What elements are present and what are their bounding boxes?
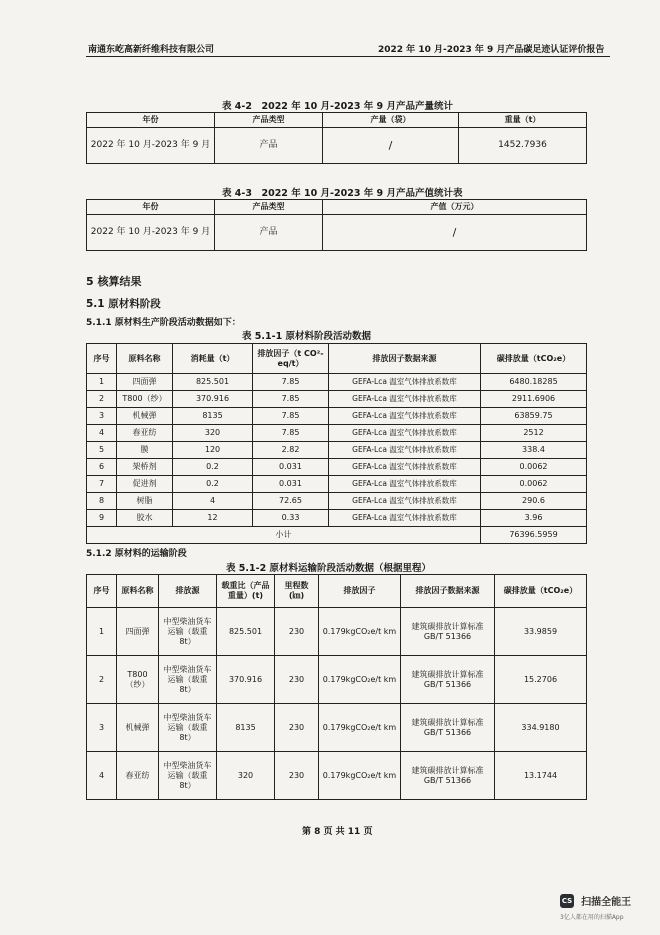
table-cell: 7.85	[253, 425, 329, 442]
table-cell: 3.96	[481, 510, 587, 527]
table-header-cell: 载重比（产品重量）(t)	[217, 575, 275, 608]
table-cell: 2	[87, 391, 117, 408]
table-cell: GEFA-Lca 温室气体排放系数库	[329, 442, 481, 459]
table-cell: 230	[275, 608, 319, 656]
table-cell: 825.501	[217, 608, 275, 656]
page-footer: 第 8 页 共 11 页	[302, 827, 373, 837]
table-cell: 12	[173, 510, 253, 527]
table-header-cell: 碳排放量（tCO₂e）	[495, 575, 587, 608]
table-header-cell: 排放因子数据来源	[401, 575, 495, 608]
table-row	[87, 476, 587, 493]
section-5-heading: 5 核算结果	[86, 275, 142, 288]
section-5-1-2-heading: 5.1.2 原材料的运输阶段	[86, 549, 187, 559]
table-cell: 370.916	[173, 391, 253, 408]
table-5-1-2	[86, 574, 587, 800]
table-header-cell: 消耗量（t）	[173, 344, 253, 374]
table-header-cell: 排放因子	[319, 575, 401, 608]
table-cell: 产品	[215, 215, 323, 251]
table-cell: 9	[87, 510, 117, 527]
table-cell: 3	[87, 704, 117, 752]
table-cell: /	[323, 215, 587, 251]
table-cell: 0.179kgCO₂e/t km	[319, 608, 401, 656]
table-cell: 四面弹	[117, 374, 173, 391]
table-cell: 63859.75	[481, 408, 587, 425]
table-cell: 72.65	[253, 493, 329, 510]
table-cell: 320	[217, 752, 275, 800]
table-cell: 2022 年 10 月-2023 年 9 月	[87, 215, 215, 251]
table-cell: 0.031	[253, 476, 329, 493]
table-cell: 3	[87, 408, 117, 425]
table-cell: 7.85	[253, 408, 329, 425]
table-cell: 春亚纺	[117, 425, 173, 442]
table-cell: 四面弹	[117, 608, 159, 656]
table-cell: 120	[173, 442, 253, 459]
table-cell: 建筑碳排放计算标准 GB/T 51366	[401, 704, 495, 752]
table-cell: 230	[275, 704, 319, 752]
table-4-3	[86, 199, 587, 251]
table-row	[87, 493, 587, 510]
table-cell: 33.9859	[495, 608, 587, 656]
table-header-cell: 产品类型	[215, 113, 323, 128]
table-cell: 建筑碳排放计算标准 GB/T 51366	[401, 752, 495, 800]
table-cell: 7	[87, 476, 117, 493]
table-cell: 4	[173, 493, 253, 510]
table-4-3-caption: 表 4-3 2022 年 10 月-2023 年 9 月产品产值统计表	[222, 188, 463, 199]
table-cell: 15.2706	[495, 656, 587, 704]
table-cell: T800（纱）	[117, 656, 159, 704]
table-cell: 胶水	[117, 510, 173, 527]
table-header-cell: 产量（袋）	[323, 113, 459, 128]
table-cell: 4	[87, 425, 117, 442]
table-row	[87, 704, 587, 752]
table-cell: 0.33	[253, 510, 329, 527]
table-cell: 8135	[217, 704, 275, 752]
header-report-title: 2022 年 10 月-2023 年 9 月产品碳足迹认证评价报告	[378, 45, 605, 55]
table-cell: 8135	[173, 408, 253, 425]
table-row	[87, 510, 587, 527]
table-header-cell: 产品类型	[215, 200, 323, 215]
table-cell: GEFA-Lca 温室气体排放系数库	[329, 493, 481, 510]
table-header-cell: 产值（万元）	[323, 200, 587, 215]
table-cell: 1	[87, 608, 117, 656]
table-cell: GEFA-Lca 温室气体排放系数库	[329, 391, 481, 408]
table-cell: 0.2	[173, 459, 253, 476]
table-cell: /	[323, 128, 459, 164]
table-row	[87, 215, 587, 251]
table-cell: 0.0062	[481, 459, 587, 476]
table-cell: 2022 年 10 月-2023 年 9 月	[87, 128, 215, 164]
table-cell: 中型柴油货车运输（载重 8t）	[159, 656, 217, 704]
header-company: 南通东屹高新纤维科技有限公司	[88, 45, 215, 55]
table-cell: 7.85	[253, 391, 329, 408]
table-cell: 中型柴油货车运输（载重 8t）	[159, 704, 217, 752]
table-cell: 334.9180	[495, 704, 587, 752]
camscanner-logo-icon: CS	[560, 894, 574, 908]
table-cell: 2911.6906	[481, 391, 587, 408]
table-row	[87, 608, 587, 656]
table-row	[87, 408, 587, 425]
table-5-1-1-caption: 表 5.1-1 原材料阶段活动数据	[242, 331, 371, 342]
table-cell: 中型柴油货车运输（载重 8t）	[159, 608, 217, 656]
table-cell: GEFA-Lca 温室气体排放系数库	[329, 510, 481, 527]
table-row	[87, 752, 587, 800]
table-header-cell: 排放因子（t CO²-eq/t）	[253, 344, 329, 374]
table-header-cell: 序号	[87, 344, 117, 374]
table-row	[87, 128, 587, 164]
table-cell: 338.4	[481, 442, 587, 459]
table-cell: 中型柴油货车运输（载重 8t）	[159, 752, 217, 800]
subtotal-value: 76396.5959	[481, 527, 587, 544]
table-cell: 2	[87, 656, 117, 704]
section-5-1-heading: 5.1 原材料阶段	[86, 298, 161, 310]
table-cell: 0.2	[173, 476, 253, 493]
table-cell: 1452.7936	[459, 128, 587, 164]
table-cell: 6480.18285	[481, 374, 587, 391]
table-row	[87, 374, 587, 391]
table-cell: GEFA-Lca 温室气体排放系数库	[329, 374, 481, 391]
table-cell: 0.031	[253, 459, 329, 476]
table-row	[87, 656, 587, 704]
table-header-cell: 原料名称	[117, 575, 159, 608]
table-row	[87, 442, 587, 459]
table-cell: 机械弹	[117, 704, 159, 752]
table-cell: 0.0062	[481, 476, 587, 493]
table-header-cell: 年份	[87, 200, 215, 215]
table-cell: 建筑碳排放计算标准 GB/T 51366	[401, 608, 495, 656]
table-header-cell: 排放因子数据来源	[329, 344, 481, 374]
table-cell: 4	[87, 752, 117, 800]
table-cell: GEFA-Lca 温室气体排放系数库	[329, 408, 481, 425]
table-cell: 0.179kgCO₂e/t km	[319, 752, 401, 800]
table-cell: 825.501	[173, 374, 253, 391]
table-cell: 6	[87, 459, 117, 476]
table-cell: 13.1744	[495, 752, 587, 800]
table-cell: 产品	[215, 128, 323, 164]
table-row	[87, 425, 587, 442]
subtotal-label: 小计	[87, 527, 481, 544]
header-rule	[86, 56, 610, 57]
watermark-tagline: 3亿人都在用的扫描App	[560, 914, 624, 921]
watermark-app-name: 扫描全能王	[581, 897, 632, 908]
table-cell: 促进剂	[117, 476, 173, 493]
table-cell: T800（纱）	[117, 391, 173, 408]
table-header-cell: 排放源	[159, 575, 217, 608]
table-header-cell: 重量（t）	[459, 113, 587, 128]
table-cell: 1	[87, 374, 117, 391]
table-row	[87, 391, 587, 408]
table-5-1-2-caption: 表 5.1-2 原材料运输阶段活动数据（根据里程）	[226, 563, 431, 574]
table-cell: 0.179kgCO₂e/t km	[319, 656, 401, 704]
table-cell: 0.179kgCO₂e/t km	[319, 704, 401, 752]
table-cell: 320	[173, 425, 253, 442]
table-header-cell: 原料名称	[117, 344, 173, 374]
scanner-watermark	[560, 890, 652, 921]
table-row	[87, 459, 587, 476]
table-cell: 架桥剂	[117, 459, 173, 476]
table-header-cell: 序号	[87, 575, 117, 608]
table-cell: 230	[275, 752, 319, 800]
table-cell: GEFA-Lca 温室气体排放系数库	[329, 476, 481, 493]
table-cell: 机械弹	[117, 408, 173, 425]
table-cell: GEFA-Lca 温室气体排放系数库	[329, 459, 481, 476]
table-cell: 建筑碳排放计算标准 GB/T 51366	[401, 656, 495, 704]
table-cell: 树脂	[117, 493, 173, 510]
table-cell: 2.82	[253, 442, 329, 459]
table-cell: 7.85	[253, 374, 329, 391]
table-cell: 膜	[117, 442, 173, 459]
table-4-2	[86, 112, 587, 164]
table-header-cell: 年份	[87, 113, 215, 128]
table-cell: 8	[87, 493, 117, 510]
table-cell: GEFA-Lca 温室气体排放系数库	[329, 425, 481, 442]
table-5-1-1	[86, 343, 587, 544]
section-5-1-1-heading: 5.1.1 原材料生产阶段活动数据如下：	[86, 318, 241, 328]
table-cell: 5	[87, 442, 117, 459]
table-4-2-caption: 表 4-2 2022 年 10 月-2023 年 9 月产品产量统计	[222, 101, 453, 112]
table-header-cell: 里程数(㎞)	[275, 575, 319, 608]
table-header-cell: 碳排放量（tCO₂e）	[481, 344, 587, 374]
table-cell: 春亚纺	[117, 752, 159, 800]
table-cell: 370.916	[217, 656, 275, 704]
table-cell: 230	[275, 656, 319, 704]
table-cell: 290.6	[481, 493, 587, 510]
table-cell: 2512	[481, 425, 587, 442]
